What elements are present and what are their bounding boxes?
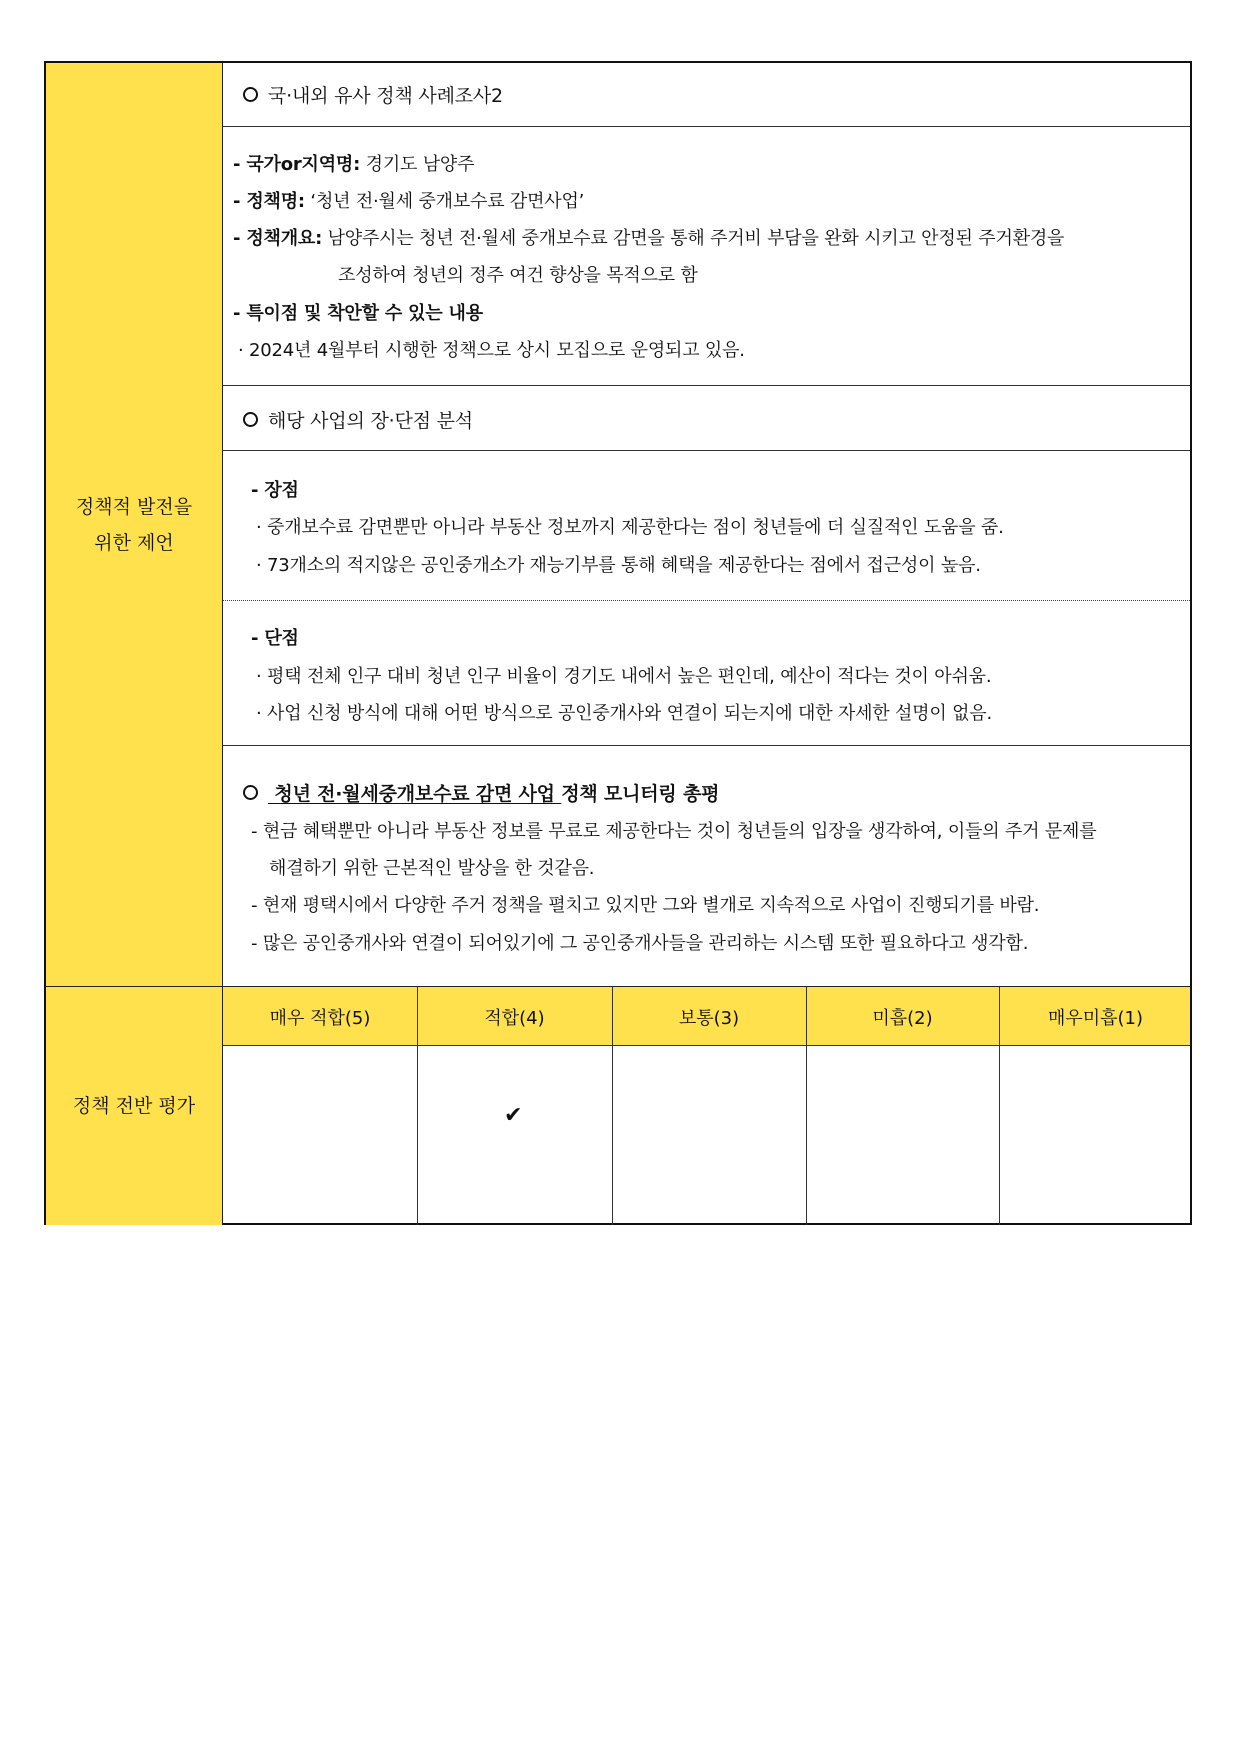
rating-cell-2[interactable] [806, 1047, 999, 1225]
cons-item: · 사업 신청 방식에 대해 어떤 방식으로 공인중개사와 연결이 되는지에 대한 자세한 설명이 없음. [256, 703, 992, 724]
proposal-label-line2: 위한 제언 [94, 532, 174, 554]
analysis-heading: 해당 사업의 장·단점 분석 [243, 406, 473, 433]
pros-label: - 장점 [251, 480, 299, 501]
divider [223, 745, 1190, 746]
divider [223, 126, 1190, 127]
circle-bullet-icon [243, 785, 258, 800]
rating-option-2: 미흡(2) [872, 1008, 933, 1029]
review-item: 해결하기 위한 근본적인 발상을 한 것같음. [269, 858, 595, 879]
cons-label: - 단점 [251, 628, 299, 649]
region-row [233, 150, 474, 176]
policy-name-label: - 정책명: [233, 191, 305, 212]
policy-name-value: ‘청년 전·월세 중개보수료 감면사업’ [304, 191, 585, 212]
rating-cell-4[interactable] [417, 1047, 612, 1225]
review-heading [243, 779, 719, 806]
case-study-heading: 국·내외 유사 정책 사례조사2 [243, 81, 503, 108]
policy-evaluation-table [44, 61, 1192, 1225]
dotted-divider [223, 600, 1190, 601]
overview-line1: 남양주시는 청년 전·월세 중개보수료 감면을 통해 주거비 부담을 완화 시키고 안정된 주거환경을 [322, 228, 1065, 249]
divider [223, 450, 1190, 451]
circle-bullet-icon [243, 412, 258, 427]
overview-row [233, 224, 1064, 250]
overview-line2: 조성하여 청년의 정주 여건 향상을 목적으로 함 [338, 265, 698, 286]
review-heading-rest: 정책 모니터링 총평 [561, 783, 720, 805]
cons-item: · 평택 전체 인구 대비 청년 인구 비율이 경기도 내에서 높은 편인데, 예산이 적다는 것이 아쉬움. [256, 666, 992, 687]
rating-cell-1[interactable] [999, 1047, 1192, 1225]
overview-label: - 정책개요: [233, 228, 323, 249]
circle-bullet-icon [243, 87, 258, 102]
notable-item: · 2024년 4월부터 시행한 정책으로 상시 모집으로 운영되고 있음. [238, 340, 745, 361]
proposal-section-label [46, 63, 223, 987]
rating-section-label [46, 987, 223, 1225]
rating-option-1: 매우미흡(1) [1047, 1008, 1144, 1029]
region-value: 경기도 남양주 [360, 154, 475, 175]
pros-item: · 73개소의 적지않은 공인중개소가 재능기부를 통해 혜택을 제공한다는 점에서 접근성이 높음. [256, 555, 981, 576]
region-label: - 국가or지역명: [233, 154, 361, 175]
check-icon: ✔ [504, 1103, 523, 1128]
proposal-label-line1: 정책적 발전을 [75, 496, 193, 518]
rating-label: 정책 전반 평가 [72, 1095, 196, 1117]
rating-cell-5[interactable] [223, 1047, 417, 1225]
divider [223, 385, 1190, 386]
rating-cell-3[interactable] [612, 1047, 806, 1225]
review-item: - 현재 평택시에서 다양한 주거 정책을 펼치고 있지만 그와 별개로 지속적으로 사업이 진행되기를 바람. [251, 895, 1040, 916]
pros-item: · 중개보수료 감면뿐만 아니라 부동산 정보까지 제공한다는 점이 청년들에 더 실질적인 도움을 줌. [256, 517, 1004, 538]
policy-name-row [233, 187, 584, 213]
rating-option-3: 보통(3) [678, 1008, 740, 1029]
review-heading-underlined: 청년 전·월세중개보수료 감면 사업 [268, 783, 562, 805]
review-item: - 많은 공인중개사와 연결이 되어있기에 그 공인중개사들을 관리하는 시스템 또한 필요하다고 생각함. [251, 933, 1029, 954]
rating-option-4: 적합(4) [484, 1008, 545, 1029]
notable-label: - 특이점 및 착안할 수 있는 내용 [233, 303, 483, 324]
rating-option-5: 매우 적합(5) [269, 1008, 371, 1029]
review-item: - 현금 혜택뿐만 아니라 부동산 정보를 무료로 제공한다는 것이 청년들의 입장을 생각하여, 이들의 주거 문제를 [251, 821, 1097, 842]
